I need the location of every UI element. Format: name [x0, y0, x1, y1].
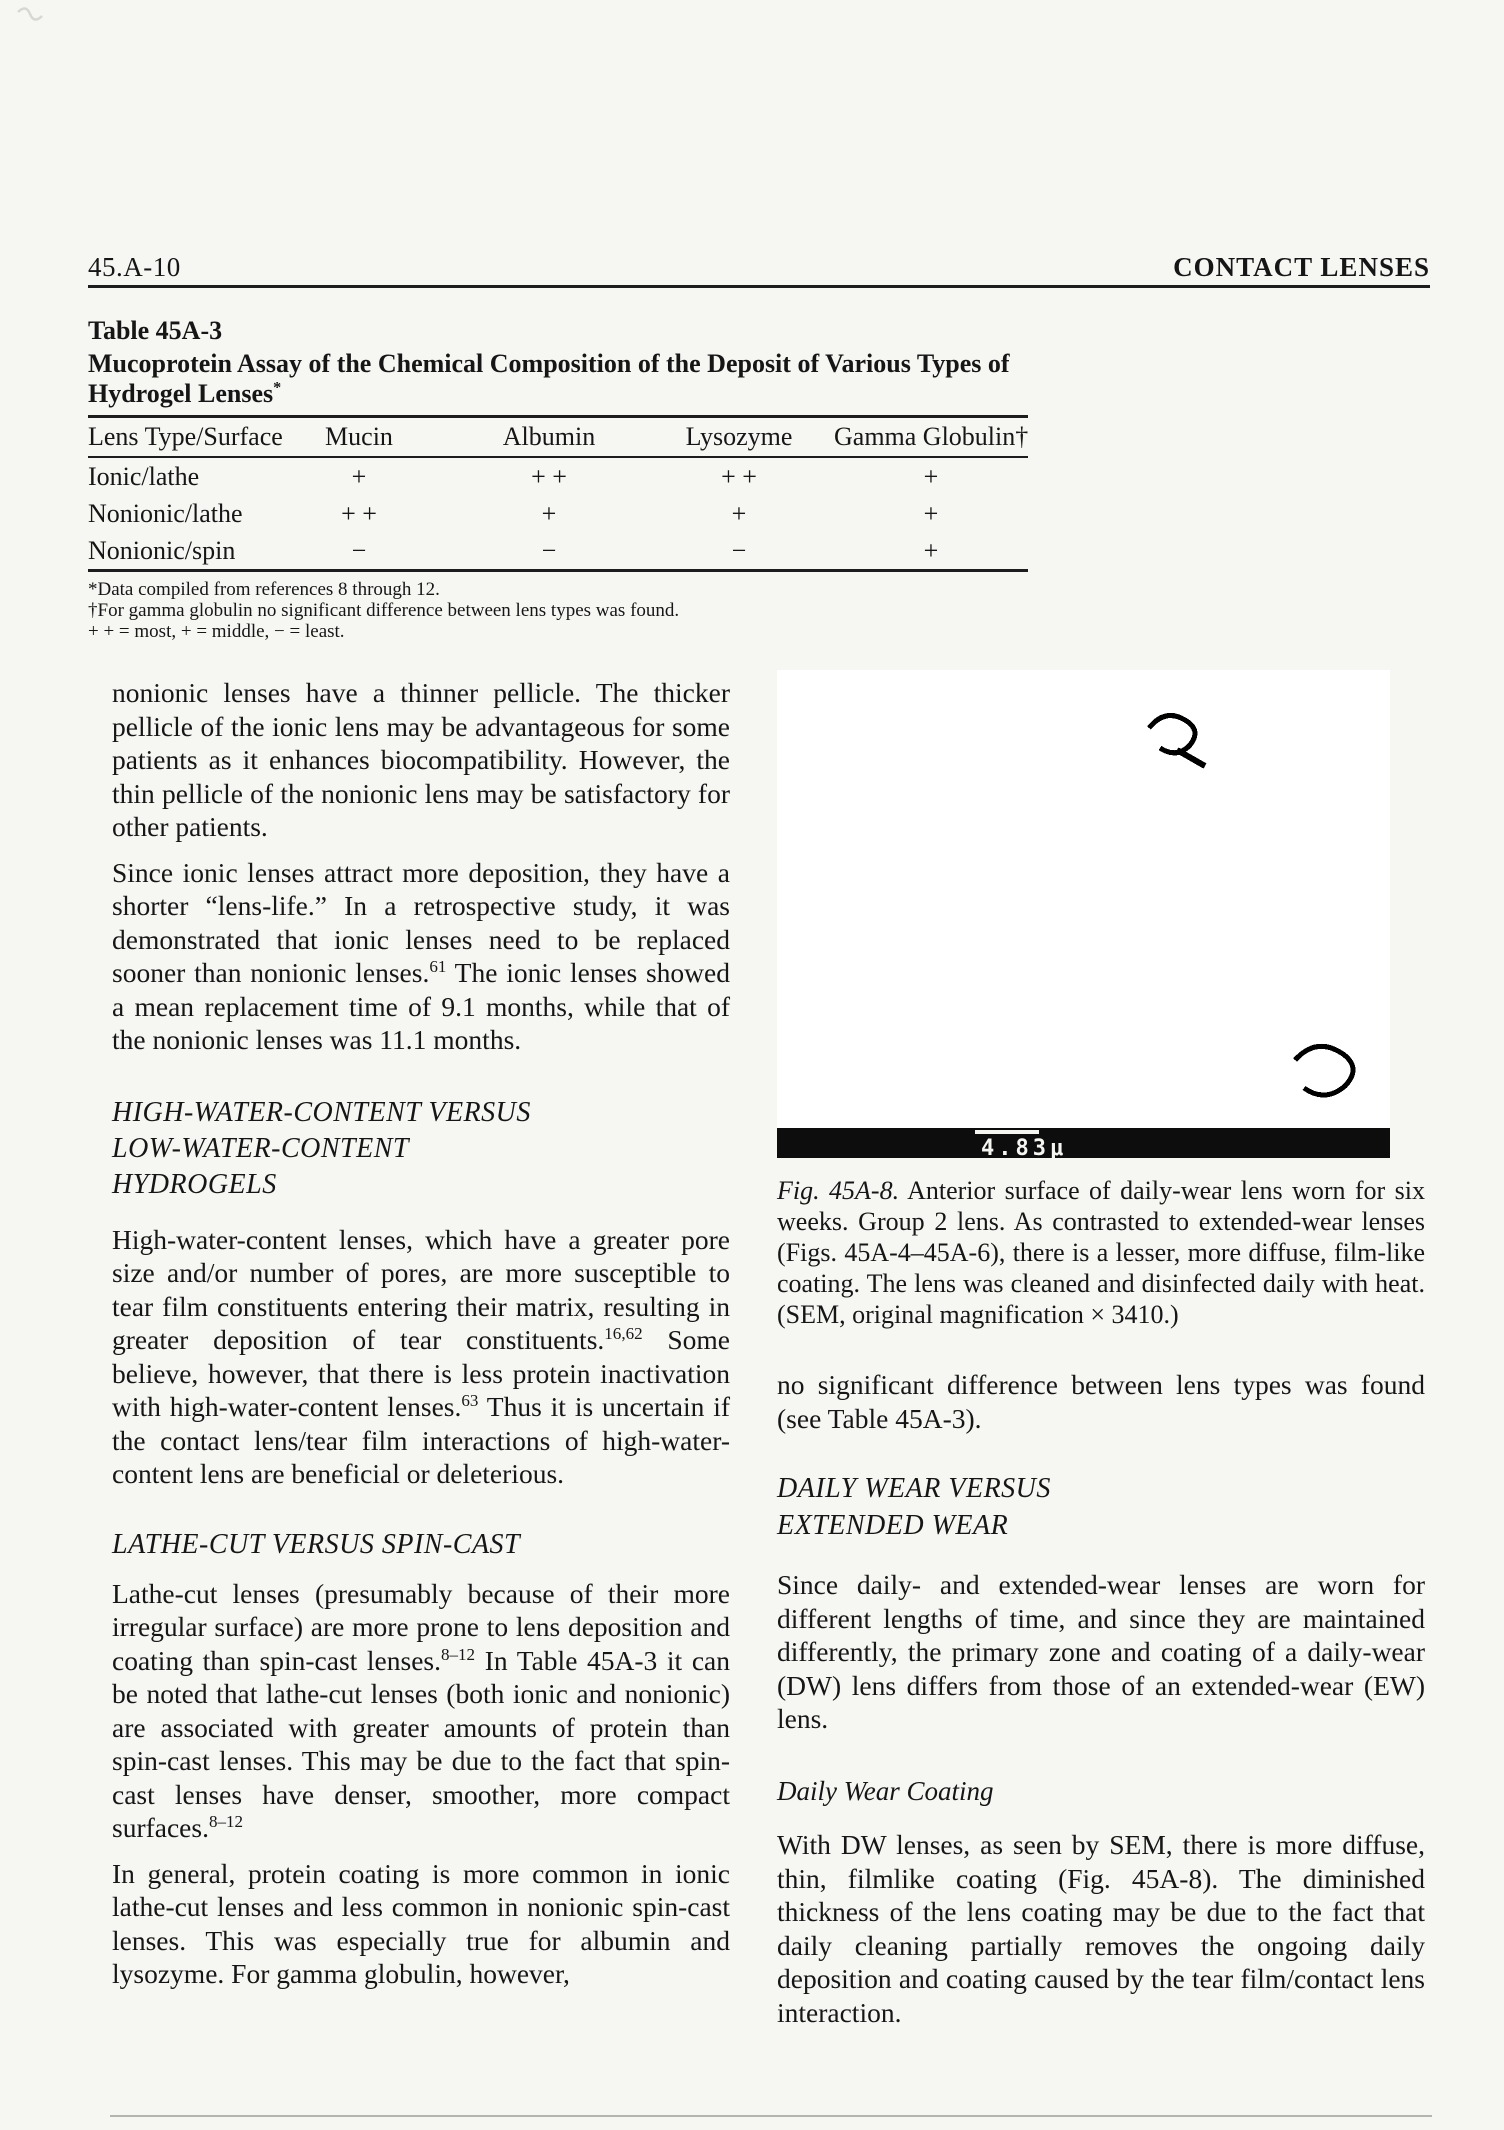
table-footnotes: [88, 579, 1028, 642]
citation-superscript: 61: [429, 956, 447, 976]
table-cell: +: [923, 535, 939, 565]
table-cell: +: [541, 498, 557, 528]
table-header-cell: Mucin: [264, 417, 454, 458]
paragraph: With DW lenses, as seen by SEM, there is more diffuse, thin, filmlike coating (Fig. 45A-8). The diminished thickness of the lens coating may be due to the fact that daily cleaning partially removes the ongoing daily deposition and coating caused by the tear film/contact lens interaction.: [777, 1829, 1425, 2028]
section-heading-daily-wear: [777, 1470, 1425, 1544]
subsection-heading-daily-wear-coating: Daily Wear Coating: [777, 1775, 994, 1806]
assay-table: [88, 415, 1028, 572]
sem-scale-label: 4.83μ: [981, 1136, 1068, 1161]
sem-data-bar: [777, 1128, 1390, 1161]
heading-line: LATHE-CUT VERSUS SPIN-CAST: [112, 1528, 521, 1560]
table-cell: + +: [341, 498, 377, 528]
heading-line: DAILY WEAR VERSUS: [777, 1473, 1051, 1504]
table-45a-3: [88, 316, 1028, 642]
table-cell: Nonionic/spin: [88, 535, 236, 565]
paragraph: Lathe-cut lenses (presumably because of their more irregular surface) are more prone to lens deposition and coating than spin-cast lenses.$^{8-12}$ In Table 45A-3 it can be noted that lathe-cut lenses (both ionic and nonionic) are associated with greater amounts of protein than spin-cast lenses. This may be due to the fact that spin-cast lenses have denser, smoother, more compact surfaces.$^{8-12}$: [112, 1577, 730, 1843]
table-header-cell: Lysozyme: [644, 417, 834, 458]
citation-superscript: 63: [461, 1390, 479, 1410]
paragraph: nonionic lenses have a thinner pellicle. The thicker pellicle of the ionic lens may be advantageous for some patients as it enhances biocompatibility. However, the thin pellicle of the nonionic lens may be satisfactory for other patients.: [112, 677, 730, 842]
figure-caption: [777, 1175, 1425, 1330]
table-label: Table 45A-3: [88, 316, 223, 345]
heading-line: LOW-WATER-CONTENT: [112, 1132, 409, 1164]
table-header-cell: Gamma Globulin†: [834, 417, 1028, 458]
sem-noise-texture: [777, 670, 1390, 1128]
running-head: [88, 244, 1430, 288]
heading-line: HYDROGELS: [112, 1168, 277, 1200]
table-cell: +: [351, 461, 367, 491]
table-footnote: †For gamma globulin no significant difference between lens types was found.: [88, 600, 680, 621]
table-footnote: + + = most, + = middle, − = least.: [88, 621, 345, 642]
table-cell: +: [923, 461, 939, 491]
citation-superscript: 8–12: [441, 1644, 476, 1664]
table-title: [88, 349, 1028, 409]
right-text-column: [777, 670, 1425, 2041]
bottom-scan-rule: [110, 2115, 1432, 2117]
scan-artifact-mark: [14, 4, 48, 30]
table-row: [88, 495, 1028, 532]
figure-caption-label: Fig. 45A-8.: [777, 1176, 900, 1205]
table-header-row: [88, 417, 1028, 458]
sem-figure: [777, 670, 1390, 1161]
citation-superscript: 8–12: [208, 1811, 244, 1831]
sem-micrograph-image: [777, 670, 1390, 1128]
paragraph: no significant difference between lens types was found (see Table 45A-3).: [777, 1369, 1425, 1434]
figure-caption-text: Anterior surface of daily-wear lens worn for six weeks. Group 2 lens. As contrasted to extended-wear lenses (Figs. 45A-4–45A-6), there is a lesser, more diffuse, film-like coating. The lens was cleaned and disinfected daily with heat. (SEM, original magnification × 3410.): [777, 1176, 1425, 1329]
left-text-column: [112, 676, 730, 2003]
table-title-text: Mucoprotein Assay of the Chemical Composition of the Deposit of Various Types of Hydrogel Lenses: [88, 349, 1010, 408]
table-cell: −: [541, 535, 557, 565]
table-row: [88, 532, 1028, 571]
table-row: [88, 457, 1028, 495]
paragraph: Since daily- and extended-wear lenses are worn for different lengths of time, and since they are maintained differently, the primary zone and coating of a daily-wear (DW) lens differs from those of an extended-wear (EW) lens.: [777, 1569, 1425, 1734]
table-cell: Nonionic/lathe: [88, 498, 243, 528]
chapter-title: CONTACT LENSES: [1173, 252, 1430, 282]
table-header-cell: Albumin: [454, 417, 644, 458]
table-cell: −: [731, 535, 747, 565]
table-cell: + +: [531, 461, 567, 491]
paragraph: High-water-content lenses, which have a greater pore size and/or number of pores, are more susceptible to tear film constituents entering their matrix, resulting in greater deposition of tear constituents.$^{16,62}$ Some believe, however, that there is less protein inactivation with high-water-content lenses.$^{63}$ Thus it is uncertain if the contact lens/tear film interactions of high-water-content lens are beneficial or deleterious.: [112, 1223, 731, 1489]
table-footnote: *Data compiled from references 8 through 12.: [88, 579, 440, 600]
section-heading-lathe-cut: [112, 1527, 730, 1563]
citation-superscript: 16,62: [604, 1323, 643, 1343]
table-cell: + +: [721, 461, 757, 491]
paragraph: Since ionic lenses attract more deposition, they have a shorter “lens-life.” In a retrospective study, it was demonstrated that ionic lenses need to be replaced sooner than nonionic lenses.$^{61}$ The ionic lenses showed a mean replacement time of 9.1 months, while that of the nonionic lenses was 11.1 months.: [112, 856, 730, 1055]
heading-line: EXTENDED WEAR: [777, 1510, 1009, 1541]
section-heading-high-water: [112, 1095, 730, 1203]
paragraph: In general, protein coating is more common in ionic lathe-cut lenses and less common in nonionic spin-cast lenses. This was especially true for albumin and lysozyme. For gamma globulin, however,: [112, 1857, 730, 1989]
table-cell: Ionic/lathe: [88, 461, 200, 491]
page-number: 45.A-10: [88, 252, 181, 282]
table-header-cell: Lens Type/Surface: [88, 417, 264, 458]
table-cell: +: [923, 498, 939, 528]
table-title-footnote-marker: *: [273, 379, 282, 397]
heading-line: HIGH-WATER-CONTENT VERSUS: [112, 1096, 531, 1128]
table-cell: −: [351, 535, 367, 565]
table-cell: +: [731, 498, 747, 528]
